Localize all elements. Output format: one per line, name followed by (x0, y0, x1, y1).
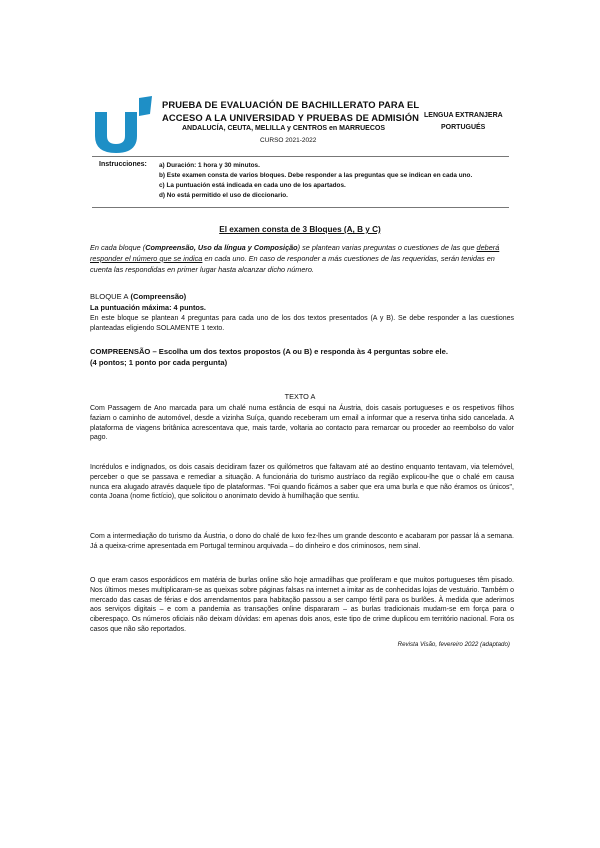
text-a-source: Revista Visão, fevereiro 2022 (adaptado) (397, 641, 510, 648)
bloque-paren: (Compreensão) (128, 292, 187, 301)
subject-line-2: PORTUGUÉS (441, 124, 486, 131)
title-line-2: ACCESO A LA UNIVERSIDAD Y PRUEBAS DE ADMISIÓN (162, 112, 419, 123)
intro-underlined: deberá responder el número que se indica (90, 243, 500, 263)
bloque-score: La puntuación máxima: 4 puntos. (90, 303, 206, 312)
instruction-item: d) No está permitido el uso de diccionario. (159, 192, 288, 199)
title-line-3: ANDALUCÍA, CEUTA, MELILLA y CENTROS en MARRUECOS (182, 125, 385, 132)
bloque-description: En este bloque se plantean 4 preguntas para cada uno de los dos textos presentados (A y B). Se debe responder a las cuestiones planteadas eligiendo SOLAMENTE 1 texto. (90, 315, 514, 332)
instruction-item: c) La puntuación está indicada en cada uno de los apartados. (159, 182, 346, 189)
text-a-paragraph: Com a intermediação do turismo da Áustria, o dono do chalé de luxo fez-lhes um grande desconto e acabaram por passar lá a semana. Já a queixa-crime apresentada em Portugal terminou arquivada – do dinheiro e dos criminosos, nem sinal. (90, 533, 514, 550)
text-a-paragraph: Com Passagem de Ano marcada para um chalé numa estância de esqui na Áustria, dois casais portugueses e os respetivos filhos faziam o caminho de automóvel, desde a vizinha Suíça, quando receberam um email a informar que a reserva tinha sido cancelada. A plataforma de viagens britânica acrescentava que, mais tarde, voltaria ao contacto para remarcar ou proceder ao reembolso do valor pago. (90, 405, 514, 442)
intro-text: en cada uno. En caso de responder a más cuestiones de las requeridas, serán tenidas en cuenta las respondidas en primer lugar hasta alcanzar dicho número. (90, 254, 495, 274)
text-a-paragraph: O que eram casos esporádicos em matéria de burlas online são hoje armadilhas que proliferam e que muitos portugueses têm pisado. Nos últimos meses multiplicaram-se as queixas sobre páginas falsas na internet a imitar as de conhecidas lojas de vestuário. Também o mercado das casas de férias e dos arrendamentos para habitação passou a ser campo fértil para os burlões. À medida que aderimos aos serviços digitais – e com a pandemia as transações online dispararam – as burlas tradicionais mudam-se em força para o ciberespaço. Os números oficiais não deixam dúvidas: em apenas dois anos, este tipo de crime duplicou em território nacional. Fora os casos que não são reportados. (90, 577, 514, 633)
intro-text: ) se plantean varias preguntas o cuestiones de las que (297, 243, 477, 252)
exam-title: El examen consta de 3 Bloques (A, B y C) (219, 225, 381, 234)
bloque-label: BLOQUE A (90, 292, 129, 301)
divider-top (92, 156, 509, 157)
subject-line-1: LENGUA EXTRANJERA (424, 112, 503, 119)
logo-u-shape (95, 112, 137, 153)
comprehension-instructions (90, 346, 514, 368)
comprehension-line-2: (4 pontos; 1 ponto por cada pergunta) (90, 358, 228, 367)
intro-bold: Compreensão, Uso da língua y Composição (145, 243, 298, 252)
intro-paragraph (90, 242, 514, 275)
comprehension-line-1: COMPREENSÃO – Escolha um dos textos propostos (A ou B) e responda às 4 perguntas sobre ele. (90, 347, 448, 356)
title-line-1: PRUEBA DE EVALUACIÓN DE BACHILLERATO PARA EL (162, 99, 420, 110)
logo-accent-shape (139, 96, 152, 116)
text-a-paragraph: Incrédulos e indignados, os dois casais decidiram fazer os quilómetros que faltavam até ao destino enquanto tentavam, via telemóvel, perceber o que se passava e remediar a situação. A funcionária do turismo austríaco da região explicou-lhe que o chalé em causa nunca era alugado através daquele tipo de plataformas. "Foi quando ficámos a saber que era uma burla e que não éramos os únicos", conta Joana (nome fictício), que solicitou o anonimato devido à humilhação que sentiu. (90, 464, 514, 501)
instruction-item: b) Este examen consta de varios bloques. Debe responder a las preguntas que se indican en cada uno. (159, 172, 473, 179)
university-logo-icon (92, 96, 158, 154)
text-a-title: TEXTO A (284, 392, 316, 401)
instruction-item: a) Duración: 1 hora y 30 minutos. (159, 162, 260, 169)
course-label: CURSO 2021-2022 (260, 137, 317, 144)
intro-text: En cada bloque ( (90, 243, 146, 252)
bloque-heading (90, 292, 186, 301)
instructions-label: Instrucciones: (99, 161, 147, 168)
divider-bottom (92, 207, 509, 208)
